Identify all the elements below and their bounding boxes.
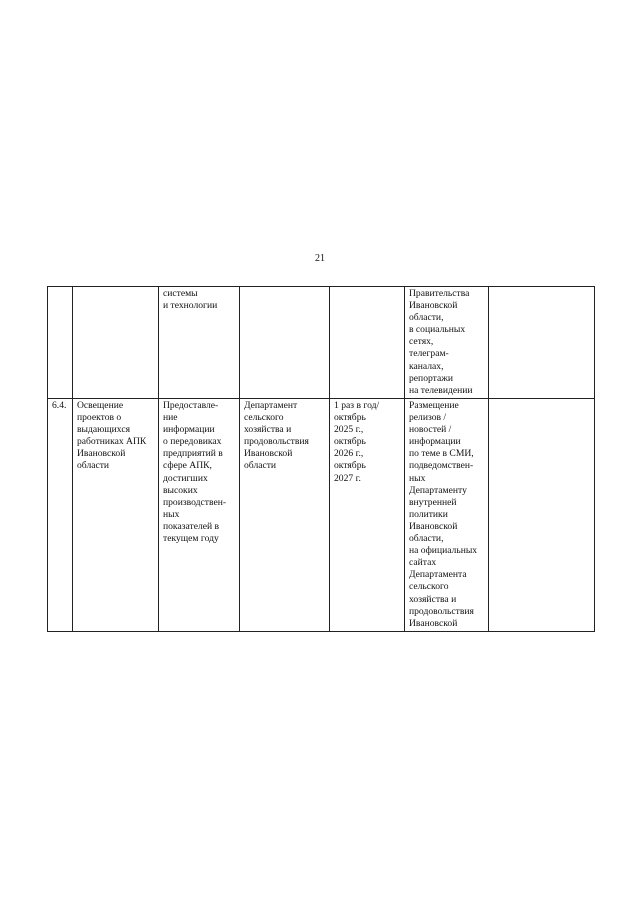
cell-event	[73, 287, 159, 399]
cell-responsible	[240, 287, 330, 399]
cell-event: Освещение проектов о выдающихся работниках АПК Ивановской области	[73, 399, 159, 632]
cell-timing	[330, 287, 405, 399]
cell-number	[48, 287, 73, 399]
cell-note	[489, 287, 595, 399]
cell-placement: Размещение релизов / новостей / информации по теме в СМИ, подведомствен- ных Департаменту внутренней политики Ивановской области, на официальных сайтах Департамента сельского хозяйства и продовольствия Ивановской	[405, 399, 489, 632]
cell-timing: 1 раз в год/ октябрь 2025 г., октябрь 2026 г., октябрь 2027 г.	[330, 399, 405, 632]
plan-table	[47, 286, 595, 632]
cell-responsible: Департамент сельского хозяйства и продовольствия Ивановской области	[240, 399, 330, 632]
cell-content: Предоставле- ние информации о передовиках предприятий в сфере АПК, достигших высоких производствен- ных показателей в текущем году	[159, 399, 240, 632]
cell-note	[489, 399, 595, 632]
cell-content: системы и технологии	[159, 287, 240, 399]
table-row-continuation	[48, 287, 595, 399]
cell-placement: Правительства Ивановской области, в социальных сетях, телеграм- каналах, репортажи на телевидении	[405, 287, 489, 399]
page-number: 21	[315, 253, 325, 264]
table-row-6-4	[48, 399, 595, 632]
cell-number: 6.4.	[48, 399, 73, 632]
